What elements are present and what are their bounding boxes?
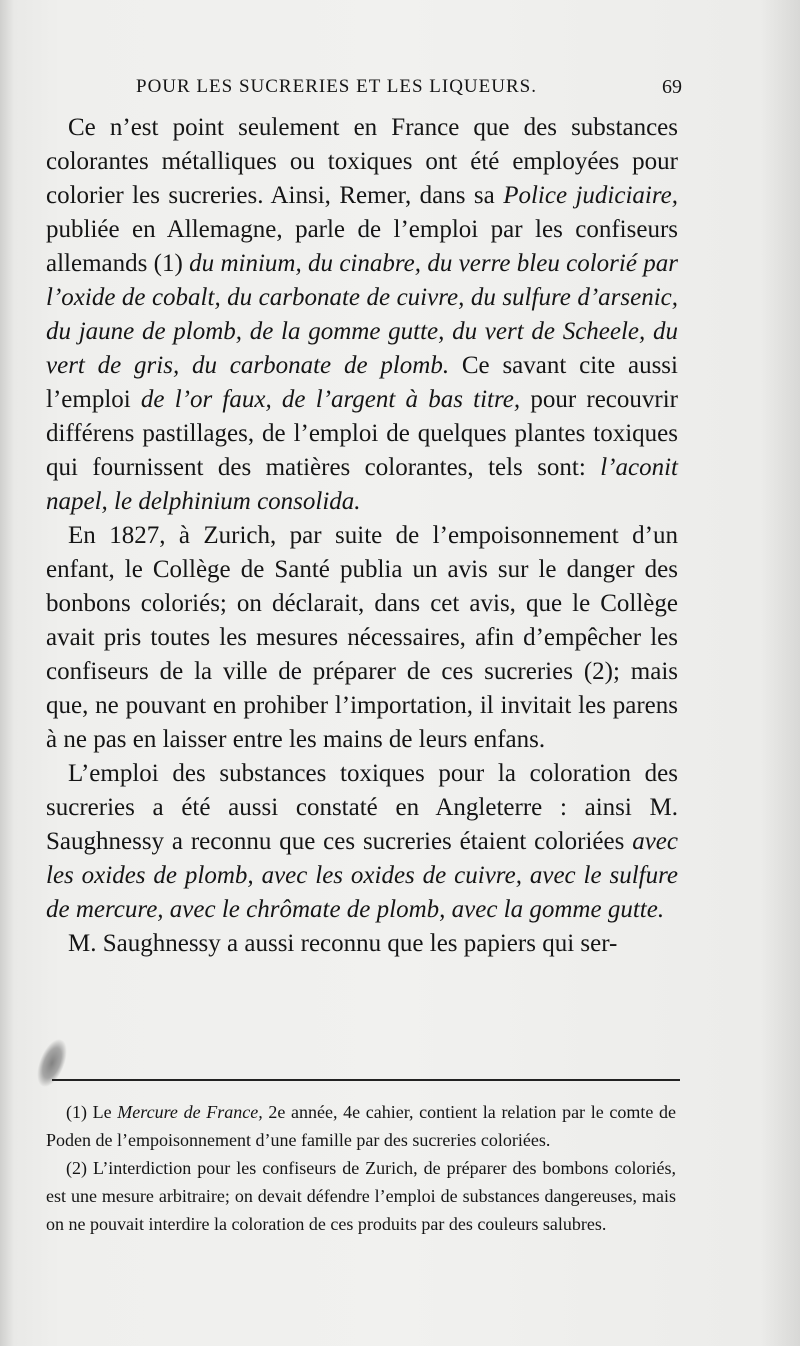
paragraph bbox=[46, 757, 678, 927]
page-number: 69 bbox=[662, 76, 682, 98]
ink-smudge bbox=[32, 1035, 73, 1090]
footnote-rule bbox=[52, 1079, 680, 1081]
paragraph bbox=[46, 927, 678, 961]
italic-text: du minium, du cinabre, du verre bleu colorié par l’oxide de cobalt, du carbonate de cuivre, du sulfure d’arsenic, du jaune de plomb, de la gomme gutte, du vert de Scheele, du vert de gris, du carbonate de plomb. bbox=[46, 250, 678, 379]
page-header bbox=[0, 76, 800, 104]
footnote bbox=[46, 1098, 676, 1154]
text-run: Ce n’est point seulement en France que des substances colorantes métalliques ou toxiques ont été employées pour colorier les sucreries. Ainsi, Remer, dans sa bbox=[46, 114, 678, 209]
italic-text: Police judiciaire, bbox=[503, 182, 678, 209]
text-run: pour recouvrir différens pastillages, de l’emploi de quelques plantes toxiques qui fournissent des matières colorantes, tels sont: bbox=[46, 386, 678, 481]
footnote bbox=[46, 1154, 676, 1238]
text-run: publiée en Allemagne, parle de l’emploi par les confiseurs allemands (1) bbox=[46, 216, 678, 277]
italic-text: l’aconit napel, le delphinium consolida. bbox=[46, 454, 678, 515]
paragraph bbox=[46, 519, 678, 757]
main-text bbox=[46, 111, 678, 961]
text-run: En 1827, à Zurich, par suite de l’empoisonnement d’un enfant, le Collège de Santé publia un avis sur le danger des bonbons coloriés; on déclarait, dans cet avis, que le Collège avait pris toutes les mesures nécessaires, afin d’empêcher les confiseurs de la ville de préparer de ces sucreries (2); mais que, ne pouvant en prohiber l’importation, il invitait les parens à ne pas en laisser entre les mains de leurs enfans. bbox=[46, 522, 678, 753]
italic-text: avec les oxides de plomb, avec les oxides de cuivre, avec le sulfure de mercure, avec le chrômate de plomb, avec la gomme gutte. bbox=[46, 828, 678, 923]
italic-text: de l’or faux, de l’argent à bas titre, bbox=[140, 386, 521, 413]
text-run: (2) L’interdiction pour les confiseurs de Zurich, de préparer des bombons coloriés, est une mesure arbitraire; on devait défendre l’emploi de substances dangereuses, mais on ne pouvait interdire la coloration de ces produits par des couleurs salubres. bbox=[46, 1158, 676, 1234]
text-run: 2e année, 4e cahier, contient la relation par le comte de Poden de l’empoisonnement d’une famille par des sucreries coloriées. bbox=[46, 1102, 676, 1150]
italic-text: Mercure de France, bbox=[117, 1102, 263, 1122]
running-title: POUR LES SUCRERIES ET LES LIQUEURS. bbox=[136, 76, 537, 97]
footnotes bbox=[46, 1098, 676, 1238]
text-run: (1) Le bbox=[66, 1102, 118, 1122]
text-run: L’emploi des substances toxiques pour la coloration des sucreries a été aussi constaté en Angleterre : ainsi M. Saughnessy a reconnu que ces sucreries étaient coloriées bbox=[46, 760, 678, 855]
paragraph bbox=[46, 111, 678, 519]
text-run: Ce savant cite aussi l’emploi bbox=[46, 352, 678, 413]
text-run: M. Saughnessy a aussi reconnu que les papiers qui ser- bbox=[68, 930, 618, 957]
